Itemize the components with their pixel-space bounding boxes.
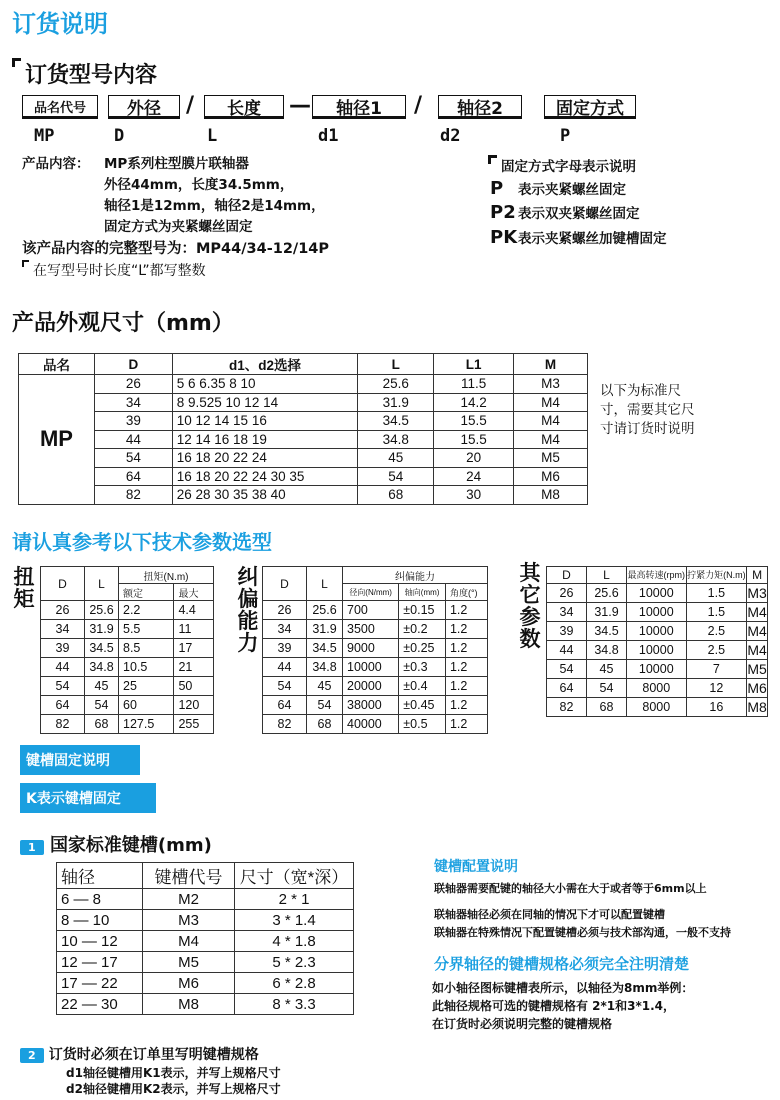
table-row: 82 68 8000 16 M8 [547,698,768,717]
table-row: 22 — 30 M8 8 * 3.3 [57,994,354,1015]
table-row: 54 45 25 50 [41,677,214,696]
code-letter: d1 [318,126,339,146]
table-row: 26 25.6 700 ±0.15 1.2 [263,601,488,620]
table-row: 34 8 9.525 10 12 14 31.9 14.2 M4 [19,393,588,412]
other-table: D L 最高转速(rpm) 拧紧力矩(N.m) M 26 25.6 10000 1.5 M3 34 31.9 10000 1.5 M4 39 34.5 10000 2.5 M4 44 34.8 10000 2.5 M4 54 45 10000 7 M5 64 54 8000 12 M6 82 68 8000 16 M8 [546,566,768,717]
table-row: 39 34.5 9000 ±0.25 1.2 [263,639,488,658]
table-row: 12 — 17 M5 5 * 2.3 [57,952,354,973]
separator: / [186,93,195,118]
torque-label: 扭矩 [13,565,35,611]
product-line: 外径44mm，长度34.5mm， [104,177,294,193]
code-letter: L [207,126,218,146]
table-row: 54 45 10000 7 M5 [547,660,768,679]
keyway-config-example: 如小轴径图标键槽表所示，以轴径为8mm举例： [432,981,694,995]
table-row: 44 34.8 10000 2.5 M4 [547,641,768,660]
code-box-shaft2: 轴径2 [438,95,522,119]
product-line: MP系列柱型膜片联轴器 [104,156,249,172]
length-note: 在写型号时长度“L”都写整数 [22,260,206,280]
bracket-icon [12,58,21,67]
code-letter: P [560,126,571,146]
table-row: 64 16 18 20 22 24 30 35 54 24 M6 [19,467,588,486]
table-row: 64 54 38000 ±0.45 1.2 [263,696,488,715]
misalign-label: 纠偏能力 [237,565,259,655]
table-row: 64 54 60 120 [41,696,214,715]
fix-legend-item: P2 表示双夹紧螺丝固定 [490,202,640,223]
table-row: 26 25.6 2.2 4.4 [41,601,214,620]
table-row: 17 — 22 M6 6 * 2.8 [57,973,354,994]
section-number-badge: 1 [20,840,44,855]
k-note-bar: K表示键槽固定 [20,783,156,813]
dimensions-table [18,353,588,505]
table-row: 82 26 28 30 35 38 40 68 30 M8 [19,486,588,505]
separator: — [289,93,311,118]
order-note-heading: 2 订货时必须在订单里写明键槽规格 [20,1044,259,1064]
order-note-line: d1轴径键槽用K1表示，并写上规格尺寸 [66,1066,281,1080]
table-row: 64 54 8000 12 M6 [547,679,768,698]
keyway-config-title: 键槽配置说明 [434,859,518,875]
section-number-badge: 2 [20,1048,44,1063]
dim-header: 品名 [19,354,95,375]
dim-header: d1、d2选择 [172,354,358,375]
code-box-name: 品名代号 [22,95,98,119]
table-row: MP 26 5 6 6.35 8 10 25.6 11.5 M3 [19,375,588,394]
dim-name: MP [19,375,95,505]
dim-header: L1 [434,354,514,375]
table-row: 44 12 14 16 18 19 34.8 15.5 M4 [19,430,588,449]
keyway-config-line: 联轴器在特殊情况下配置键槽必须与技术部沟通，一般不支持 [434,926,731,939]
table-row: 44 34.8 10000 ±0.3 1.2 [263,658,488,677]
separator: / [414,93,423,118]
code-letter: MP [34,126,55,146]
keyway-config-example: 在订货时必须说明完整的键槽规格 [432,1017,613,1031]
table-row: 44 34.8 10.5 21 [41,658,214,677]
table-row: 82 68 127.5 255 [41,715,214,734]
product-line: 固定方式为夹紧螺丝固定 [104,219,253,235]
table-row: 39 34.5 8.5 17 [41,639,214,658]
table-row: 34 31.9 10000 1.5 M4 [547,603,768,622]
dim-header: L [358,354,434,375]
tech-title: 请认真参考以下技术参数选型 [12,530,272,554]
order-model-heading: 订货型号内容 [12,58,157,89]
table-row: 10 — 12 M4 4 * 1.8 [57,931,354,952]
product-line: 轴径1是12mm，轴径2是14mm， [104,198,325,214]
table-row: 26 25.6 10000 1.5 M3 [547,584,768,603]
order-note-line: d2轴径键槽用K2表示，并写上规格尺寸 [66,1082,281,1096]
full-model: 该产品内容的完整型号为：MP44/34-12/14P [22,241,330,257]
table-row: 6 — 8 M2 2 * 1 [57,889,354,910]
keyway-config-line: 联轴器需要配键的轴径大小需在大于或者等于6mm以上 [434,882,707,895]
keyway-fix-bar: 键槽固定说明 [20,745,140,775]
code-letter: d2 [440,126,461,146]
product-content-label: 产品内容： [22,156,90,172]
dim-header: M [514,354,588,375]
dim-header: D [94,354,172,375]
table-row: 54 16 18 20 22 24 45 20 M5 [19,449,588,468]
bracket-icon [22,260,29,267]
table-row: 39 34.5 10000 2.5 M4 [547,622,768,641]
other-label: 其它参数 [519,561,541,651]
table-row: 54 45 20000 ±0.4 1.2 [263,677,488,696]
table-row: 82 68 40000 ±0.5 1.2 [263,715,488,734]
fix-legend-item: P 表示夹紧螺丝固定 [490,178,626,199]
torque-table: D L 扭矩(N.m) 额定 最大 26 25.6 2.2 4.4 34 31.9 5.5 11 39 34.5 8.5 17 44 34.8 10.5 21 54 45 25 50 64 54 60 120 82 68 127.5 255 [40,566,214,734]
keyway-config-highlight: 分界轴径的键槽规格必须完全注明清楚 [434,955,690,973]
code-letter: D [114,126,125,146]
keyway-config-example: 此轴径规格可选的键槽规格有 2*1和3*1.4， [432,999,676,1013]
table-row: 8 — 10 M3 3 * 1.4 [57,910,354,931]
misalign-table: D L 纠偏能力 径向(N/mm) 轴向(mm) 角度(°) 26 25.6 700 ±0.15 1.2 34 31.9 3500 ±0.2 1.2 39 34.5 9000 ±0.25 1.2 44 34.8 10000 ±0.3 1.2 54 45 20000 ±0.4 1.2 64 54 38000 ±0.45 1.2 82 68 40000 ±0.5 1.2 [262,566,488,734]
dimensions-side-note: 以下为标准尺寸，需要其它尺寸请订货时说明 [600,383,695,437]
table-row: 39 10 12 14 15 16 34.5 15.5 M4 [19,412,588,431]
code-box-fix: 固定方式 [544,95,636,119]
code-box-od: 外径 [108,95,180,119]
code-box-length: 长度 [204,95,284,119]
table-row: 34 31.9 5.5 11 [41,620,214,639]
dimensions-title: 产品外观尺寸（mm） [12,311,234,336]
keyway-table: 轴径 键槽代号 尺寸（宽*深） 6 — 8 M2 2 * 1 8 — 10 M3 3 * 1.4 10 — 12 M4 4 * 1.8 12 — 17 M5 5 * 2.3 17 — 22 M6 6 * 2.8 22 — 30 M8 8 * 3.3 [56,862,354,1015]
page-title: 订货说明 [12,10,108,38]
table-row: 34 31.9 3500 ±0.2 1.2 [263,620,488,639]
fix-legend-item: PK表示夹紧螺丝加键槽固定 [490,227,667,248]
keyway-config-line: 联轴器轴径必须在同轴的情况下才可以配置键槽 [434,908,665,921]
code-box-shaft1: 轴径1 [312,95,406,119]
fix-legend-title: 固定方式字母表示说明 [488,155,636,175]
bracket-icon [488,155,497,164]
keyway-std-heading: 1 国家标准键槽(mm) [20,831,212,857]
